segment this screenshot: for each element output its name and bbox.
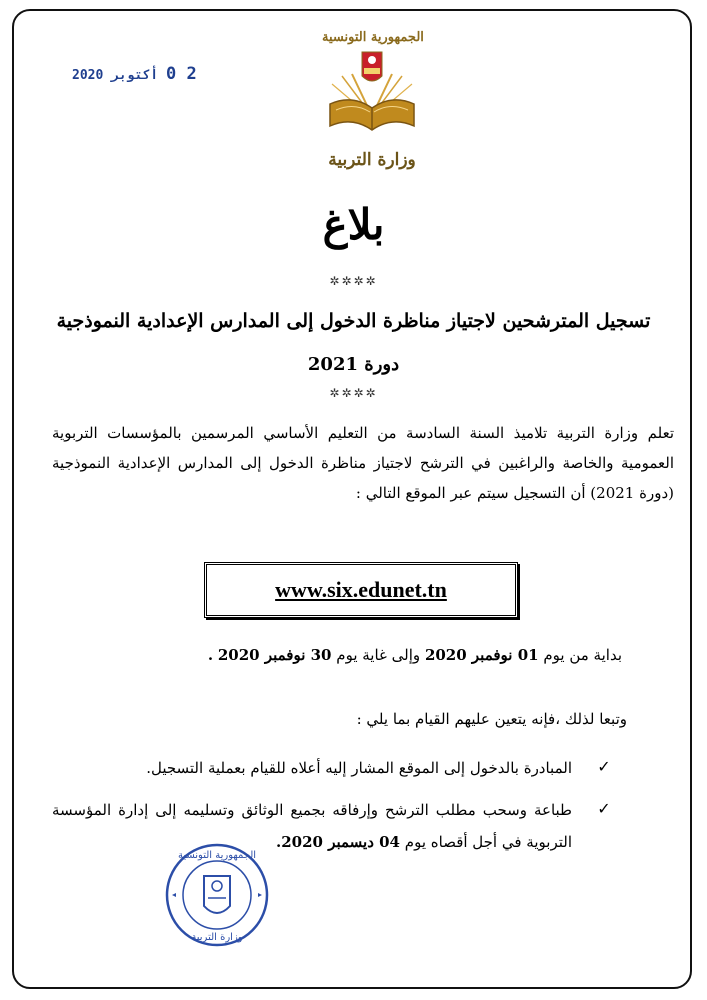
announcement-paragraph: تعلم وزارة التربية تلاميذ السنة السادسة من التعليم الأساسي المرسمين بالمؤسسات التربوية العمومية والخاصة والراغبين في الترشح لاجتياز مناظرة الدخول إلى المدارس الإعدادية النموذجية (دورة 2021) أن التسجيل سيتم عبر الموقع التالي :: [52, 424, 674, 502]
period-suffix: .: [207, 646, 214, 664]
item2-date: 04 ديسمبر 2020: [281, 833, 400, 851]
checklist-item-1: المبادرة بالدخول إلى الموقع المشار إليه أعلاه للقيام بعملية التسجيل.: [146, 759, 572, 777]
instructions-intro: وتبعا لذلك ،فإنه يتعين عليهم القيام بما يلي :: [356, 710, 627, 728]
republic-header: الجمهورية التونسية: [322, 30, 424, 45]
date-day: 2 0: [165, 64, 197, 84]
ministry-emblem: [322, 30, 422, 170]
page-title: بلاغ: [322, 200, 385, 249]
session-heading: دورة 2021: [307, 354, 400, 375]
item2-text: طباعة وسحب مطلب الترشح وإرفاقه بجميع الوثائق وتسليمه إلى إدارة المؤسسة التربوية في أجل أقصاه يوم: [52, 801, 572, 851]
registration-period: [100, 646, 622, 664]
period-start: 01 نوفمبر 2020: [424, 646, 539, 664]
period-end: 30 نوفمبر 2020: [217, 646, 332, 664]
seal-bottom-text: وزارة التربية: [191, 932, 243, 943]
period-prefix: بداية من يوم: [543, 646, 622, 664]
separator-bottom: ✲✲✲✲: [329, 386, 378, 400]
check-icon: ✓: [597, 799, 611, 818]
date-stamp: [72, 64, 197, 84]
date-year: 2020: [72, 68, 104, 83]
ministry-name: وزارة التربية: [328, 150, 416, 170]
seal-top-text: الجمهورية التونسية: [177, 850, 257, 861]
book-logo-icon: [322, 46, 422, 146]
separator-top: ✲✲✲✲: [329, 274, 378, 288]
check-icon: ✓: [597, 757, 611, 776]
registration-url-box: [204, 562, 518, 618]
coat-of-arms-icon: [362, 52, 382, 81]
subject-heading: تسجيل المترشحين لاجتياز مناظرة الدخول إلى المدارس الإعدادية النموذجية: [56, 310, 651, 332]
date-month: أكتوبر: [111, 68, 159, 83]
checklist-item-2: [52, 794, 572, 858]
official-seal-icon: [162, 840, 272, 950]
period-mid: وإلى غاية يوم: [336, 646, 421, 664]
registration-url[interactable]: www.six.edunet.tn: [275, 577, 447, 602]
item2-end: .: [275, 833, 282, 851]
